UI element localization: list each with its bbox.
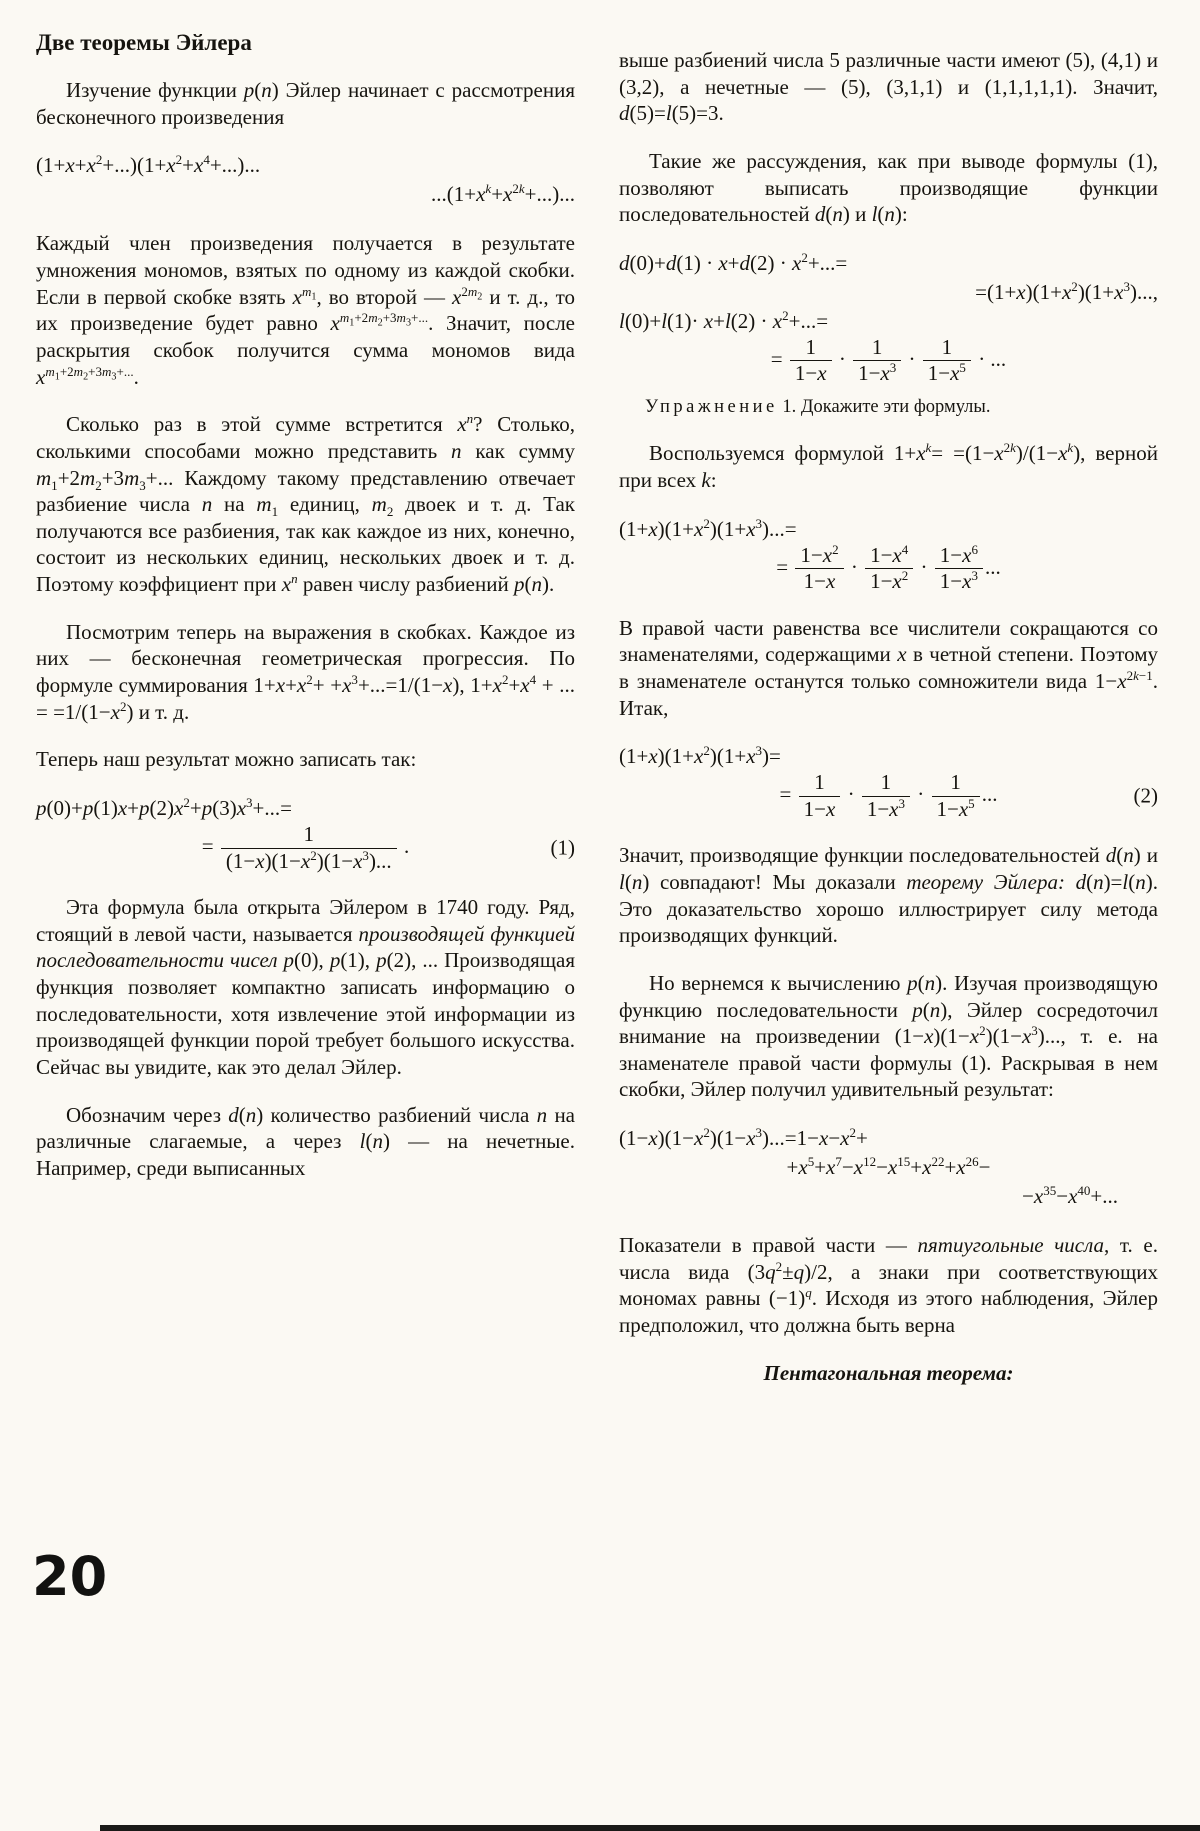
pentagonal-theorem-heading: Пентагональная теорема: — [763, 1360, 1014, 1385]
equation-number: (2) — [1133, 783, 1158, 808]
formula-line: $l(0)+l(1)\cdot x+l(2) \cdot x^2+...=$ — [619, 307, 829, 333]
formula-content: = $\frac{1}{1-x}$ · $\frac{1}{1-x^3}$ · $\frac{1}{1-x^5}$ ... — [779, 770, 998, 821]
paragraph: Такие же рассуждения, как при выводе формулы (1), позволяют выписать производящие функции последовательностей d(n) и l(n): — [619, 148, 1158, 227]
formula-line: $(1+x+x^2+...)(1+x^2+x^4+...)$... — [36, 152, 261, 178]
paragraph: Показатели в правой части — пятиугольные числа, т. е. числа вида $(3q^2\pm q)/2$, а знаки при соответствующих мономах равны $(-1)^q$. Исходя из этого наблюдения, Эйлер предположил, что должна быть верна — [619, 1233, 1158, 1337]
paragraph: Эта формула была открыта Эйлером в 1740 году. Ряд, стоящий в левой части, называется производящей функцией последовательности чисел p(0), p(1), p(2), ... Производящая функция позволяет компактно записать информацию о последовательности, хотя извлечение этой информации из производящей функции порой требует большого искусства. Сейчас вы увидите, как это делал Эйлер. — [36, 895, 575, 1079]
paragraph: Сколько раз в этой сумме встретится $x^n$? Столько, сколькими способами можно представить n как сумму $m_1+2m_2+3m_3+$... Каждому такому представлению отвечает разбиение числа n на $m_1$ единиц, $m_2$ двоек и т. д. Так получаются все разбиения, так как каждое из них, конечно, состоит из нескольких единиц, нескольких двоек и т. д. Поэтому коэффициент при $x^n$ равен числу разбиений p(n). — [36, 411, 575, 597]
right-column — [619, 26, 1158, 1407]
formula-line: $-x^{35}-x^{40}+$... — [1022, 1183, 1118, 1209]
display-formula-telescoping — [619, 515, 1158, 594]
section-heading: Две теоремы Эйлера — [36, 30, 252, 55]
display-formula-generating-series — [36, 794, 575, 873]
formula-line — [36, 823, 575, 873]
two-column-layout — [36, 26, 1158, 1407]
paragraph: Значит, производящие функции последовательностей d(n) и l(n) совпадают! Мы доказали теорему Эйлера: d(n)=l(n). Это доказательство хорошо иллюстрирует силу метода производящих функций. — [619, 843, 1159, 948]
exercise-text: Упражнение 1. Докажите эти формулы. — [645, 396, 991, 417]
formula-line: $(1+x)(1+x^2)(1+x^3)=$ — [619, 743, 781, 769]
paragraph: Каждый член произведения получается в результате умножения мономов, взятых по одному из каждой скобки. Если в первой скобке взять $x^{m_1}$, во второй — $x^{2m_2}$ и т. д., то их произведение будет равно $x^{m_1+2m_2+3m_3+...}$. Значит, после раскрытия скобок получится сумма мономов вида $x^{m_1+2m_2+3m_3+...}$. — [36, 231, 575, 389]
paragraph: Посмотрим теперь на выражения в скобках. Каждое из них — бесконечная геометрическая прогрессия. По формуле суммирования $1+x+x^2+ +x^3+...=1/(1-x)$, $1+x^2+x^4$ + ... = $=1/(1-x^2)$ и т. д. — [36, 619, 576, 724]
display-formula-2 — [619, 742, 1158, 821]
page-number: 20 — [32, 1545, 108, 1608]
formula-content: = $\frac{1}{(1-x)(1-x^2)(1-x^3)...}$ . — [201, 822, 410, 873]
paragraph: Изучение функции p(n) Эйлер начинает с рассмотрения бесконечного произведения — [36, 78, 575, 129]
formula-line: $(1+x)(1+x^2)(1+x^3)...=$ — [619, 515, 797, 541]
paragraph: В правой части равенства все числители сокращаются со знаменателями, содержащими x в четной степени. Поэтому в знаменателе останутся только сомножители вида $1-x^{2k-1}$. Итак, — [619, 615, 1158, 720]
formula-line: $=(1+x)(1+x^2)(1+x^3)$..., — [975, 278, 1158, 304]
formula-line: $+x^5+x^7-x^{12}-x^{15}+x^{22}+x^{26}-$ — [786, 1154, 991, 1180]
paragraph: Воспользуемся формулой $1+x^k= =(1-x^{2k})/(1-x^k)$, верной при всех k: — [619, 440, 1158, 492]
formula-line: = $\frac{1-x^2}{1-x}$ · $\frac{1-x^4}{1-x^2}$ · $\frac{1-x^6}{1-x^3}$ ... — [776, 541, 1001, 594]
display-formula-d-l-generating — [619, 249, 1158, 386]
formula-line: $(1-x)(1-x^2)(1-x^3)...=1-x-x^2+$ — [619, 1125, 868, 1151]
paragraph: Теперь наш результат можно записать так: — [36, 747, 417, 772]
formula-line — [619, 771, 1158, 821]
equation-number: (1) — [550, 835, 575, 860]
paragraph: выше разбиений числа 5 различные части имеют (5), (4,1) и (3,2), а нечетные — (5), (3,1,1) и (1,1,1,1,1). Значит, d(5)=l(5)=3. — [619, 48, 1158, 126]
paragraph: Но вернемся к вычислению p(n). Изучая производящую функцию последовательности p(n), Эйлер сосредоточил внимание на произведении $(1-x)(1-x^2)(1-x^3)$..., т. е. на знаменателе правой части формулы (1). Раскрывая в нем скобки, Эйлер получил удивительный результат: — [619, 970, 1158, 1102]
scan-edge-artifact — [100, 1825, 1200, 1831]
formula-line: $p(0)+p(1)x+p(2)x^2+p(3)x^3+...=$ — [36, 795, 292, 821]
formula-line: = $\frac{1}{1-x}$ · $\frac{1}{1-x^3}$ · $\frac{1}{1-x^5}$ · ... — [770, 334, 1007, 386]
formula-line: $d(0)+d(1) \cdot x+d(2) \cdot x^2+...=$ — [619, 249, 848, 275]
display-formula-infinite-product — [36, 151, 575, 209]
paragraph: Обозначим через d(n) количество разбиений числа n на различные слагаемые, а через l(n) — на нечетные. Например, среди выписанных — [36, 1102, 575, 1180]
display-formula-pentagonal-expansion — [619, 1124, 1158, 1211]
left-column — [36, 26, 575, 1407]
formula-line: $...(1+x^k+x^{2k}+...)$... — [430, 181, 575, 207]
